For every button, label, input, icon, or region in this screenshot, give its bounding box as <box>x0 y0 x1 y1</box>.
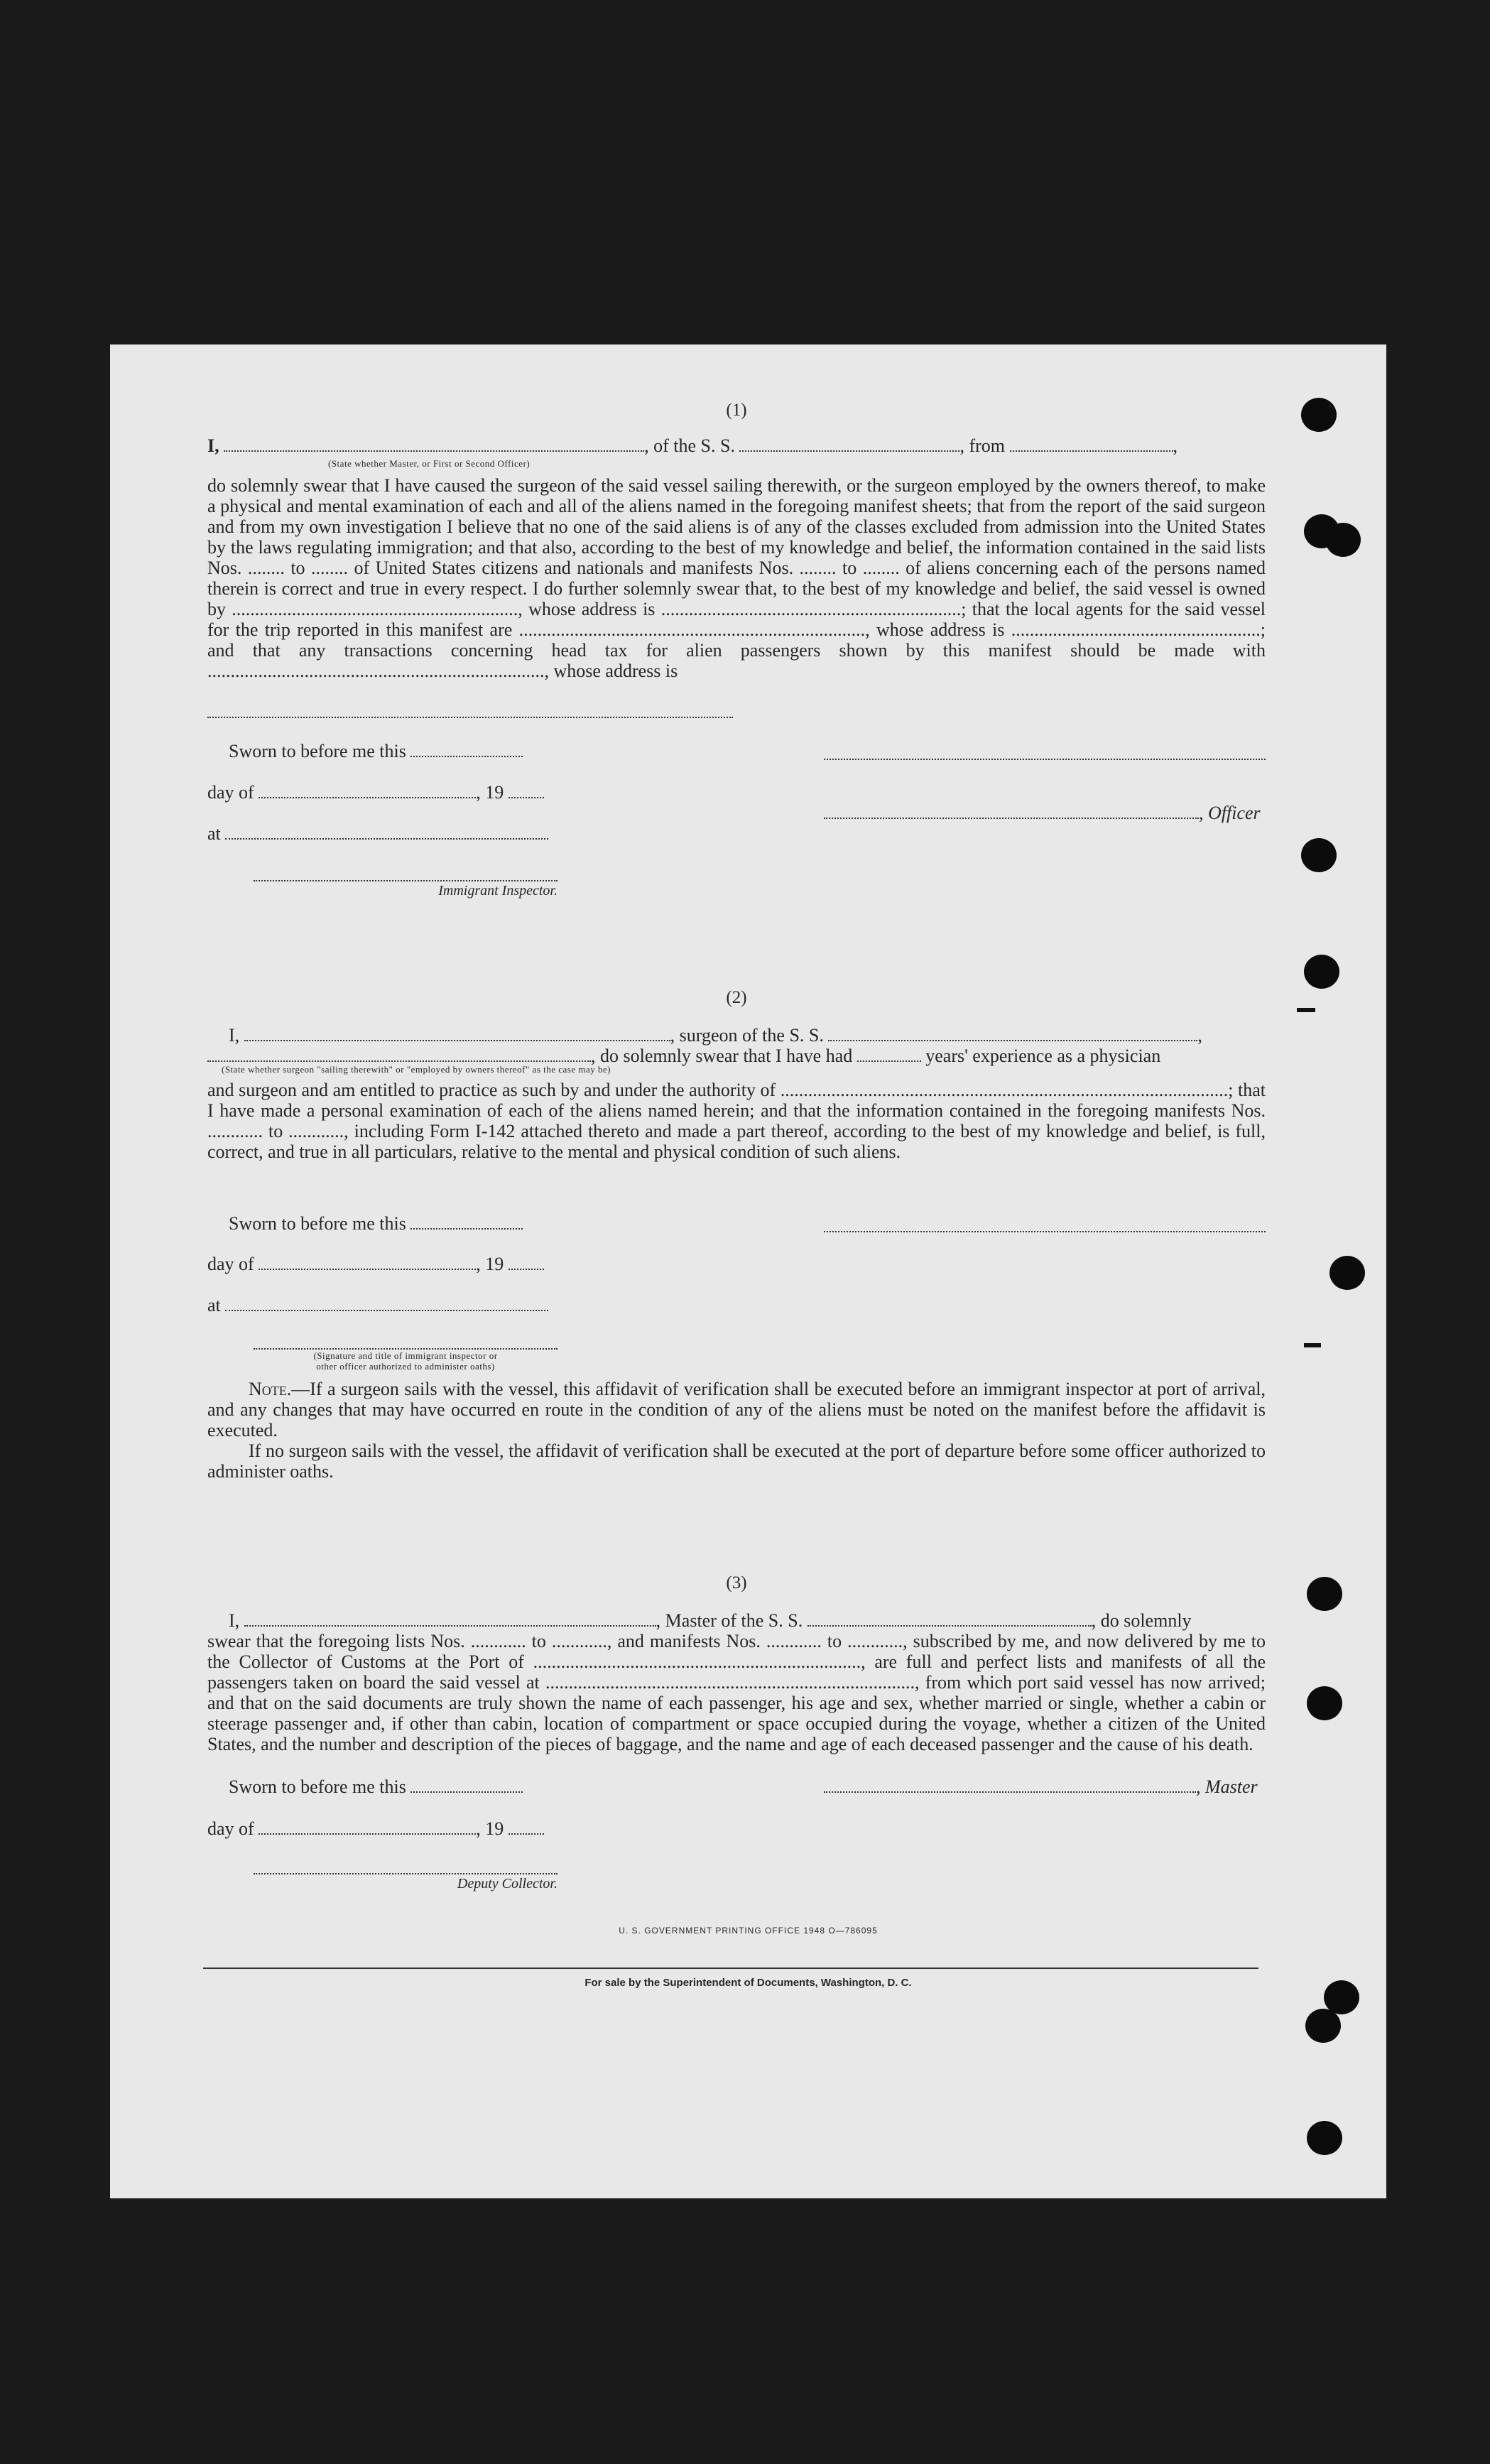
punch-hole <box>1304 955 1339 989</box>
officer-row <box>824 803 1261 824</box>
punch-hole <box>1325 523 1361 557</box>
sworn-label: Sworn to before me this <box>229 741 406 761</box>
at-row <box>207 823 548 845</box>
years-blank[interactable] <box>857 1046 921 1062</box>
sworn-row <box>229 1776 523 1798</box>
oath-body: do solemnly swear that I have caused the surgeon of the said vessel sailing therewith, or the surgeon employed by the owners thereof, to make a physical and mental examination of each and all of the aliens named in the foregoing manifest sheets; that from the report of the said surgeon and from my own investigation I believe that no one of the said aliens is of any of the classes excluded from admission into the United States by the laws regulating immigration; and that also, according to the best of my knowledge and belief, the information contained in the said lists Nos. ........ to ........ of United States citizens and nationals and manifests Nos. ........ to ........ of aliens concerning each of the persons named therein is correct and true in every respect. I do further solemnly swear that, to the best of my knowledge and belief, the said vessel is owned by .............................................................., whose address is .................................................................; that the local agents for the said vessel for the trip reported in this manifest are ..........................................................................., whose address is ......................................................; and that any transactions concerning head tax for alien passengers shown by this manifest should be made with ........................................................................., whose address is <box>207 475 1266 681</box>
day-of-row <box>207 1254 544 1275</box>
master-label: , Master <box>1196 1776 1258 1797</box>
year-blank[interactable] <box>509 783 544 798</box>
place-blank[interactable] <box>225 824 548 840</box>
surgeon-name-blank[interactable] <box>244 1026 670 1041</box>
of-ss-label: , of the S. S. <box>644 435 735 456</box>
year-prefix: , 19 <box>476 1818 504 1839</box>
swear-label: , do solemnly swear that I have had <box>591 1046 853 1066</box>
note-text-1: —If a surgeon sails with the vessel, this affidavit of verification shall be executed before an immigrant inspector at port of arrival, and any changes that may have occurred en route in the condition of any of the aliens must be noted on the manifest before the affidavit is executed. <box>207 1379 1266 1440</box>
inspector-signature-line[interactable] <box>254 880 558 881</box>
section-number: (3) <box>726 1573 747 1592</box>
from-label: , from <box>959 435 1006 456</box>
printing-office-imprint: U. S. GOVERNMENT PRINTING OFFICE 1948 O—786095 <box>619 1926 878 1936</box>
sworn-row <box>229 1213 523 1234</box>
surgeon-signature-line[interactable] <box>824 1231 1266 1232</box>
opening-word: I, <box>229 1610 240 1631</box>
master-signature-blank[interactable] <box>824 1777 1196 1793</box>
punch-hole <box>1301 838 1337 872</box>
punch-hole <box>1307 1577 1342 1611</box>
day-of-row <box>207 1818 544 1840</box>
officer-caption: (State whether Master, or First or Second Officer) <box>328 458 531 469</box>
day-of-row <box>207 782 544 803</box>
punch-hole <box>1329 1256 1365 1290</box>
edge-mark <box>1297 1008 1315 1012</box>
punch-hole <box>1301 398 1337 432</box>
section-number: (1) <box>726 401 747 420</box>
address-continuation-line[interactable] <box>207 717 733 718</box>
surgeon-caption: (State whether surgeon "sailing therewith" or "employed by owners thereof" as the case may be) <box>222 1064 611 1075</box>
surgeon-row: I, , surgeon of the S. S. , <box>229 1025 1202 1046</box>
section-3 <box>207 1573 1266 1971</box>
opening-word: I, <box>229 1025 240 1046</box>
master-name-blank[interactable] <box>244 1611 656 1627</box>
sworn-day-blank[interactable] <box>410 1214 523 1230</box>
section-1 <box>207 344 1266 913</box>
month-blank[interactable] <box>259 783 476 798</box>
signature-caption-line-1: (Signature and title of immigrant inspector or <box>313 1350 498 1361</box>
section-2 <box>207 984 1266 1552</box>
footer-rule <box>203 1968 1258 1969</box>
note-label: Note. <box>249 1379 292 1399</box>
oath-header-row: I, , of the S. S. , from , <box>207 435 1178 456</box>
master-row <box>229 1610 1266 1632</box>
vessel-name-blank[interactable] <box>807 1611 1092 1627</box>
signature-caption-line-2: other officer authorized to administer oaths) <box>316 1361 495 1372</box>
month-blank[interactable] <box>259 1819 476 1835</box>
surgeon-of-label: , surgeon of the S. S. <box>670 1025 824 1046</box>
note-paragraph <box>207 1379 1266 1440</box>
master-oath-body: swear that the foregoing lists Nos. ............ to ............, and manifests Nos. ............ to ............, subscribed by me, and now delivered by me to the Collector of Customs at the Port of ......................................................................., are full and perfect lists and manifests of all the passengers taken on board the said vessel at ................................................................................, from which port said vessel has now arrived; and that on the said documents are truly shown the name of each passenger, his age and sex, whether married or single, whether a cabin or steerage passenger and, if other than cabin, location of compartment or space occupied during the voyage, whether a citizen of the United States, and the number and description of the pieces of baggage, and the name and age of each deceased passenger and the cause of his death. <box>207 1631 1266 1754</box>
day-of-label: day of <box>207 782 254 803</box>
sworn-label: Sworn to before me this <box>229 1213 406 1234</box>
place-blank[interactable] <box>225 1296 548 1311</box>
master-signature-row <box>824 1776 1258 1798</box>
sworn-row <box>229 741 523 762</box>
opening-word: I, <box>207 435 219 456</box>
departure-port-blank[interactable] <box>1010 436 1173 452</box>
surgeon-oath-body: and surgeon and am entitled to practice as such by and under the authority of .................................................................................................; that I have made a personal examination of each of the aliens named herein; and that the information contained in the foregoing manifests Nos. ............ to ............, including Form I-142 attached thereto and made a part thereof, according to the best of my knowledge and belief, is full, correct, and true in all particulars, relative to the mental and physical condition of such aliens. <box>207 1080 1266 1162</box>
vessel-name-blank[interactable] <box>739 436 959 452</box>
sworn-day-blank[interactable] <box>410 1777 523 1793</box>
section-number: (2) <box>726 988 747 1007</box>
collector-signature-line[interactable] <box>254 1873 558 1874</box>
day-of-label: day of <box>207 1818 254 1839</box>
year-prefix: , 19 <box>476 1254 504 1274</box>
sworn-day-blank[interactable] <box>410 742 523 757</box>
punch-hole <box>1307 1686 1342 1720</box>
at-label: at <box>207 823 221 844</box>
at-label: at <box>207 1295 221 1315</box>
officer-label: , Officer <box>1199 803 1261 823</box>
edge-mark <box>1304 1343 1321 1347</box>
for-sale-notice: For sale by the Superintendent of Documents, Washington, D. C. <box>584 1977 912 1989</box>
master-of-label: , Master of the S. S. <box>656 1610 803 1631</box>
signature-caption <box>254 1350 558 1372</box>
at-row <box>207 1295 548 1316</box>
month-blank[interactable] <box>259 1254 476 1270</box>
years-label: years' experience as a physician <box>925 1046 1161 1066</box>
punch-hole <box>1307 2121 1342 2155</box>
inspector-caption: Immigrant Inspector. <box>438 883 558 899</box>
collector-caption: Deputy Collector. <box>457 1876 558 1892</box>
year-prefix: , 19 <box>476 782 504 803</box>
officer-title-blank[interactable] <box>224 436 644 452</box>
punch-hole <box>1305 2009 1341 2043</box>
note-paragraph-2: If no surgeon sails with the vessel, the affidavit of verification shall be executed at the port of departure before some officer authorized to administer oaths. <box>207 1440 1266 1482</box>
do-solemnly-label: , do solemnly <box>1091 1610 1192 1631</box>
year-blank[interactable] <box>509 1254 544 1270</box>
form-page <box>110 344 1386 2198</box>
officer-name-blank[interactable] <box>824 803 1199 819</box>
officer-signature-line[interactable] <box>824 759 1266 760</box>
vessel-name-blank[interactable] <box>828 1026 1197 1041</box>
sworn-label: Sworn to before me this <box>229 1776 406 1797</box>
day-of-label: day of <box>207 1254 254 1274</box>
year-blank[interactable] <box>509 1819 544 1835</box>
inspector-signature-line[interactable] <box>254 1348 558 1350</box>
surgeon-status-blank[interactable] <box>207 1046 591 1062</box>
